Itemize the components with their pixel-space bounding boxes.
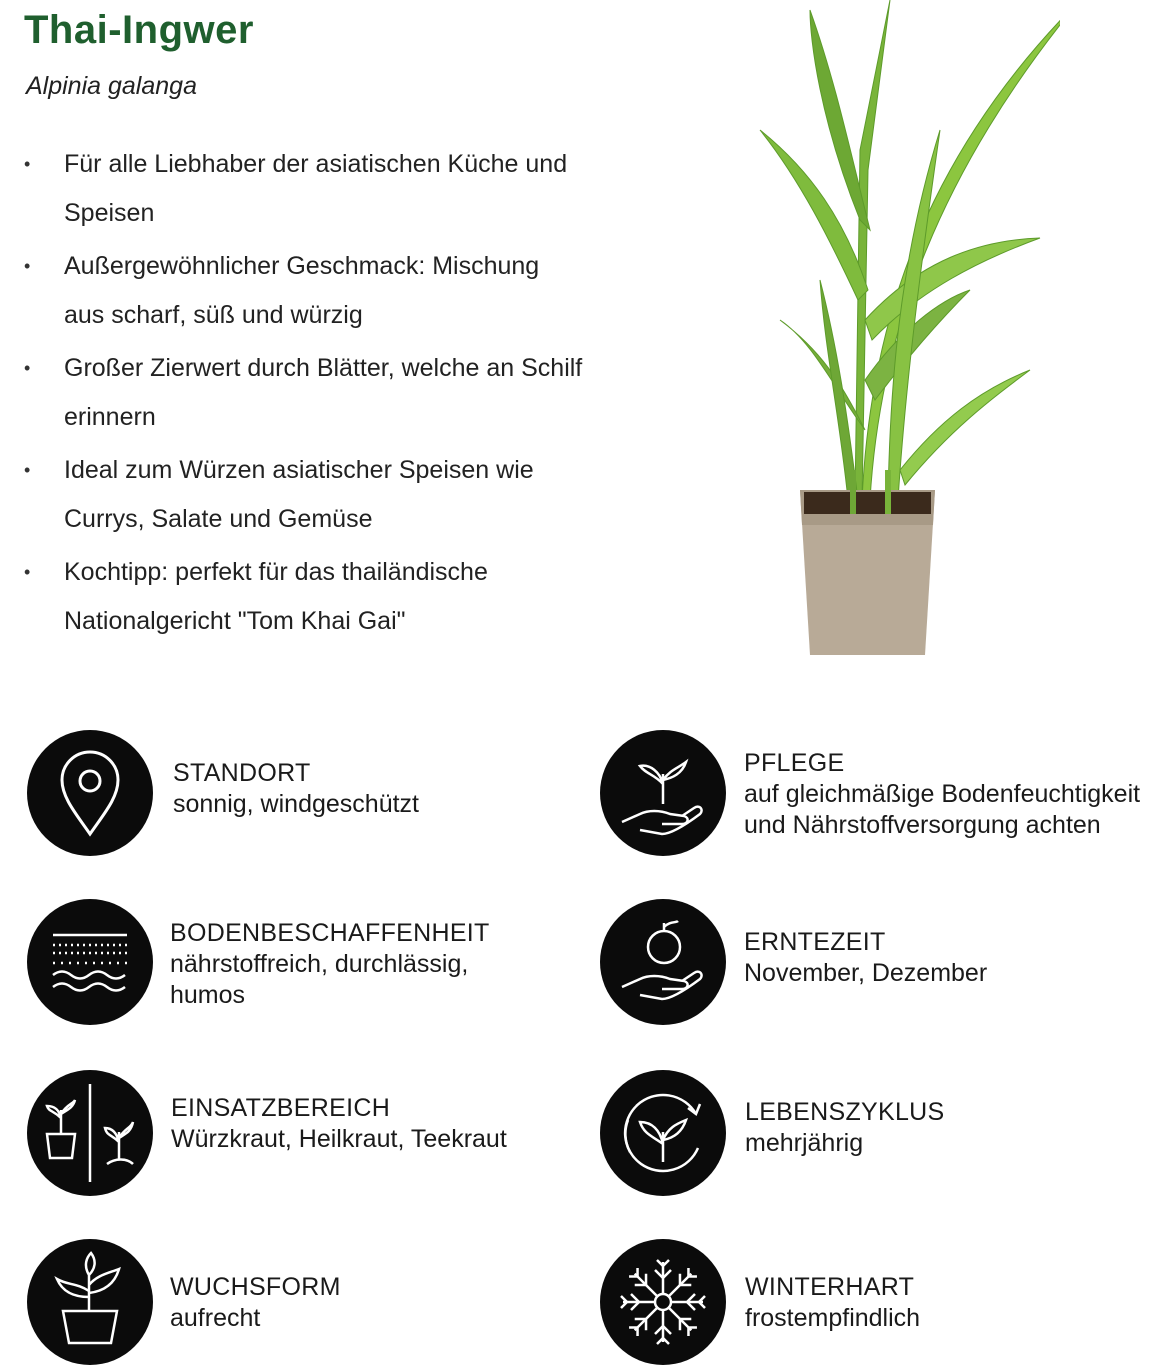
hand-sprout-icon — [600, 730, 726, 856]
bullet-item: • Großer Zierwert durch Blätter, welche an Schilf erinnern — [24, 344, 584, 442]
bullet-item: • Außergewöhnlicher Geschmack: Mischung aus scharf, süß und würzig — [24, 242, 584, 340]
winter-label: WINTERHART — [745, 1273, 915, 1301]
leben-label: LEBENSZYKLUS — [745, 1098, 945, 1126]
boden-label: BODENBESCHAFFENHEIT — [170, 919, 490, 947]
feature-bullet-list — [24, 140, 584, 650]
bullet-item: • Ideal zum Würzen asiatischer Speisen wie Currys, Salate und Gemüse — [24, 446, 584, 544]
wuchs-value: aufrecht — [170, 1304, 261, 1332]
boden-value: nährstoffreich, durchlässig, humos — [170, 950, 469, 1009]
soil-layers-icon — [27, 899, 153, 1025]
einsatz-label: EINSATZBEREICH — [171, 1094, 391, 1122]
ernte-label: ERNTEZEIT — [744, 928, 886, 956]
snowflake-icon — [600, 1239, 726, 1365]
plant-image — [740, 0, 1060, 665]
hand-fruit-icon — [600, 899, 726, 1025]
ernte-value: November, Dezember — [744, 959, 988, 987]
pflege-label: PFLEGE — [744, 749, 845, 777]
potted-plant-icon — [27, 1239, 153, 1365]
pflege-info — [744, 748, 1140, 841]
wuchs-label: WUCHSFORM — [170, 1273, 341, 1301]
pot-and-garden-icon — [27, 1070, 153, 1196]
location-pin-icon — [27, 730, 153, 856]
einsatz-info — [171, 1093, 507, 1155]
winter-value: frostempfindlich — [745, 1304, 921, 1332]
latin-name: Alpinia galanga — [26, 72, 197, 100]
pflege-value: auf gleichmäßige Bodenfeuchtigkeit und Nährstoffversorgung achten — [744, 780, 1141, 839]
winter-info — [745, 1272, 920, 1334]
einsatz-value: Würzkraut, Heilkraut, Teekraut — [171, 1125, 507, 1153]
wuchs-info — [170, 1272, 341, 1334]
leben-info — [745, 1097, 945, 1159]
standort-label: STANDORT — [173, 759, 311, 787]
leben-value: mehrjährig — [745, 1129, 864, 1157]
standort-value: sonnig, windgeschützt — [173, 790, 419, 818]
bullet-item: • Kochtipp: perfekt für das thailändische Nationalgericht "Tom Khai Gai" — [24, 548, 584, 646]
cycle-leaf-icon — [600, 1070, 726, 1196]
boden-info — [170, 918, 490, 1011]
standort-info — [173, 758, 419, 820]
bullet-item: • Für alle Liebhaber der asiatischen Küche und Speisen — [24, 140, 584, 238]
product-title: Thai-Ingwer — [24, 8, 254, 52]
ernte-info — [744, 927, 987, 989]
